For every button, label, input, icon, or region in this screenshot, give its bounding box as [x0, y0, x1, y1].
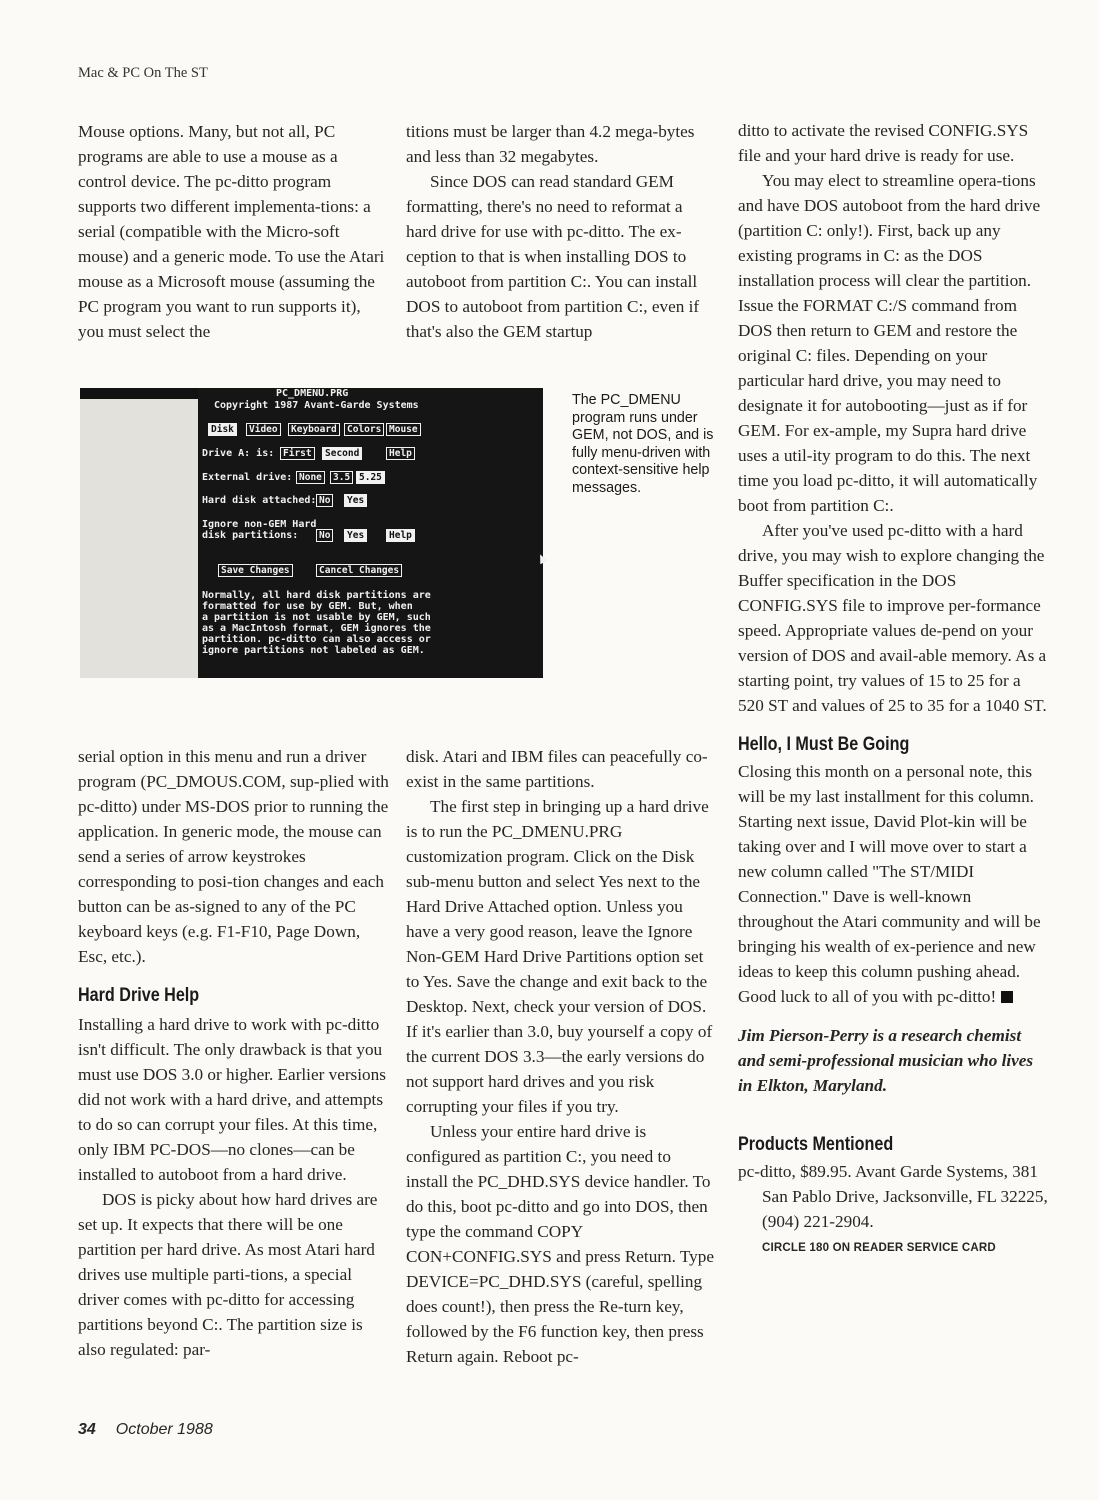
author-bio: Jim Pierson-Perry is a research chemist and semi-professional musician who lives in Elkton, Maryland. [738, 1026, 1034, 1095]
body-paragraph [738, 759, 1048, 1009]
section-heading: Products Mentioned [738, 1134, 894, 1155]
column-2-top [406, 119, 714, 344]
external-none-button[interactable]: None [296, 471, 325, 484]
body-paragraph: Installing a hard drive to work with pc-ditto isn't difficult. The only drawback is that you must use DOS 3.0 or higher. Earlier versions did not work with a hard drive, and attempts to do so can corrupt your files. At this time, only IBM PC-DOS—no clones—can be installed to autoboot from a hard drive. [78, 1015, 386, 1184]
column-2-bottom [406, 744, 714, 1369]
body-paragraph: ditto to activate the revised CONFIG.SYS file and your hard drive is ready for use. [738, 121, 1029, 165]
window-title: PC_DMENU.PRG [276, 388, 349, 399]
help-text-line: Normally, all hard disk partitions are [202, 590, 431, 601]
dialog-window [198, 388, 543, 678]
page-number: 34 [78, 1421, 96, 1438]
pc-dmenu-screenshot [80, 388, 543, 678]
help-text-line: ignore partitions not labeled as GEM. [202, 645, 425, 656]
figure-caption: The PC_DMENU program runs under GEM, not DOS, and is fully menu-driven with context-sensitive help messages. [572, 392, 714, 496]
drive-a-first-button[interactable]: First [280, 447, 315, 460]
product-name: pc-ditto, [738, 1162, 796, 1181]
external-3-5-button[interactable]: 3.5 [330, 471, 353, 484]
section-heading: Hello, I Must Be Going [738, 734, 910, 755]
menu-colors-button[interactable]: Colors [344, 423, 384, 436]
help-text-line: partition. pc-ditto can also access or [202, 634, 431, 645]
body-paragraph: serial option in this menu and run a driver program (PC_DMOUS.COM, sup-plied with pc-ditto) under MS-DOS prior to running the application. In generic mode, the mouse can send a series of arrow keystrokes corresponding to posi-tion changes and each button can be as-signed to any of the PC keyboard keys (e.g. F1-F10, Page Down, Esc, etc.). [78, 747, 389, 966]
ignore-help-button[interactable]: Help [386, 529, 415, 542]
body-paragraph: disk. Atari and IBM files can peacefully co-exist in the same partitions. [406, 747, 708, 791]
drive-a-second-button[interactable]: Second [322, 447, 362, 460]
body-paragraph: After you've used pc-ditto with a hard drive, you may wish to explore changing the Buffer specification in the DOS CONFIG.SYS file to improve per-formance speed. Appropriate values de-pend on your version of DOS and avail-able memory. As a starting point, try values of 15 to 25 for a 520 ST and values of 25 to 35 for a 1040 ST. [738, 521, 1047, 715]
ignore-no-button[interactable]: No [316, 529, 333, 542]
product-details: $89.95. Avant Garde Systems, 381 San Pablo Drive, Jacksonville, FL 32225, (904) 221-2904. [762, 1162, 1048, 1231]
product-entry [738, 1159, 1048, 1234]
reader-service-line: CIRCLE 180 ON READER SERVICE CARD [762, 1242, 996, 1254]
ignore-label-line-2: disk partitions: [202, 530, 299, 541]
end-mark-icon [1001, 991, 1013, 1003]
body-paragraph: You may elect to streamline opera-tions and have DOS autoboot from the hard drive (partition C: only!). First, back up any existing programs in C: as the DOS installation process will clear the partition. Issue the FORMAT C:/S command from DOS then return to GEM and restore the original C: files. Depending on your particular hard drive, you may need to designate it for autobooting—just as if for GEM. For ex-ample, my Supra hard drive uses a util-ity program to do this. The next time you load pc-ditto, it will automatically boot from partition C:. [738, 171, 1041, 515]
mouse-pointer-icon [536, 553, 547, 565]
help-text-line: a partition is not usable by GEM, such [202, 612, 431, 623]
hard-disk-no-button[interactable]: No [316, 494, 333, 507]
save-changes-button[interactable]: Save Changes [218, 564, 293, 577]
help-text-line: as a MacIntosh format, GEM ignores the [202, 623, 431, 634]
body-paragraph: Mouse options. Many, but not all, PC programs are able to use a mouse as a control device. The pc-ditto program supports two different implementa-tions: a serial (compatible with the Micro-soft mouse) and a generic mode. To use the Atari mouse as a Microsoft mouse (assuming the PC program you want to run supports it), you must select the [78, 122, 385, 341]
menu-keyboard-button[interactable]: Keyboard [288, 423, 340, 436]
body-paragraph: The first step in bringing up a hard drive is to run the PC_DMENU.PRG customization program. Click on the Disk sub-menu button and select Yes next to the Hard Drive Attached option. Unless you have a very good reason, leave the Ignore Non-GEM Hard Drive Partitions option set to Yes. Save the change and exit back to the Desktop. Next, check your version of DOS. If it's earlier than 3.0, buy yourself a copy of the current DOS 3.3—the early versions do not support hard drives and you risk corrupting your files if you try. [406, 797, 713, 1116]
ignore-yes-button[interactable]: Yes [344, 529, 367, 542]
body-paragraph: Since DOS can read standard GEM formatting, there's no need to reformat a hard drive for use with pc-ditto. The ex-ception to that is when installing DOS to autoboot from partition C:. You can install DOS to autoboot from partition C:, even if that's also the GEM startup [406, 172, 700, 341]
issue-date: October 1988 [115, 1421, 213, 1438]
column-3 [738, 118, 1048, 1261]
page-footer [78, 1421, 213, 1439]
drive-a-label: Drive A: is: [202, 448, 275, 459]
hard-disk-label: Hard disk attached: [202, 495, 317, 506]
section-heading: Hard Drive Help [78, 985, 200, 1006]
column-1-top [78, 119, 390, 344]
running-header: Mac & PC On The ST [78, 65, 208, 81]
help-text-line: formatted for use by GEM. But, when [202, 601, 413, 612]
body-paragraph: DOS is picky about how hard drives are set up. It expects that there will be one partition per hard drive. As most Atari hard drives use multiple parti-tions, a special driver comes with pc-ditto for accessing partitions beyond C:. The partition size is also regulated: par- [78, 1190, 378, 1359]
external-5-25-button[interactable]: 5.25 [356, 471, 385, 484]
closing-text: Closing this month on a personal note, this will be my last installment for this column. Starting next issue, David Plot-kin will be taking over and I will move over to start a new column called "The ST/MIDI Connection." Dave is well-known throughout the Atari community and will be bringing his wealth of ex-perience and new ideas to keep this column pushing ahead. Good luck to all of you with pc-ditto! [738, 762, 1041, 1006]
ignore-label-line-1: Ignore non-GEM Hard [202, 519, 317, 530]
body-paragraph: Unless your entire hard drive is configured as partition C:, you need to install the PC_DHD.SYS device handler. To do this, boot pc-ditto and go into DOS, then type the command COPY CON+CONFIG.SYS and press Return. Type DEVICE=PC_DHD.SYS (careful, spelling does count!), then press the Re-turn key, followed by the F6 function key, then press Return again. Reboot pc- [406, 1122, 714, 1366]
copyright-line: Copyright 1987 Avant-Garde Systems [214, 400, 419, 411]
cancel-changes-button[interactable]: Cancel Changes [316, 564, 402, 577]
external-drive-label: External drive: [202, 472, 293, 483]
column-1-bottom [78, 744, 390, 1362]
menu-video-button[interactable]: Video [246, 423, 281, 436]
menu-disk-button[interactable]: Disk [208, 423, 237, 436]
hard-disk-yes-button[interactable]: Yes [344, 494, 367, 507]
body-paragraph: titions must be larger than 4.2 mega-bytes and less than 32 megabytes. [406, 122, 695, 166]
help-button[interactable]: Help [386, 447, 415, 460]
menu-mouse-button[interactable]: Mouse [386, 423, 421, 436]
